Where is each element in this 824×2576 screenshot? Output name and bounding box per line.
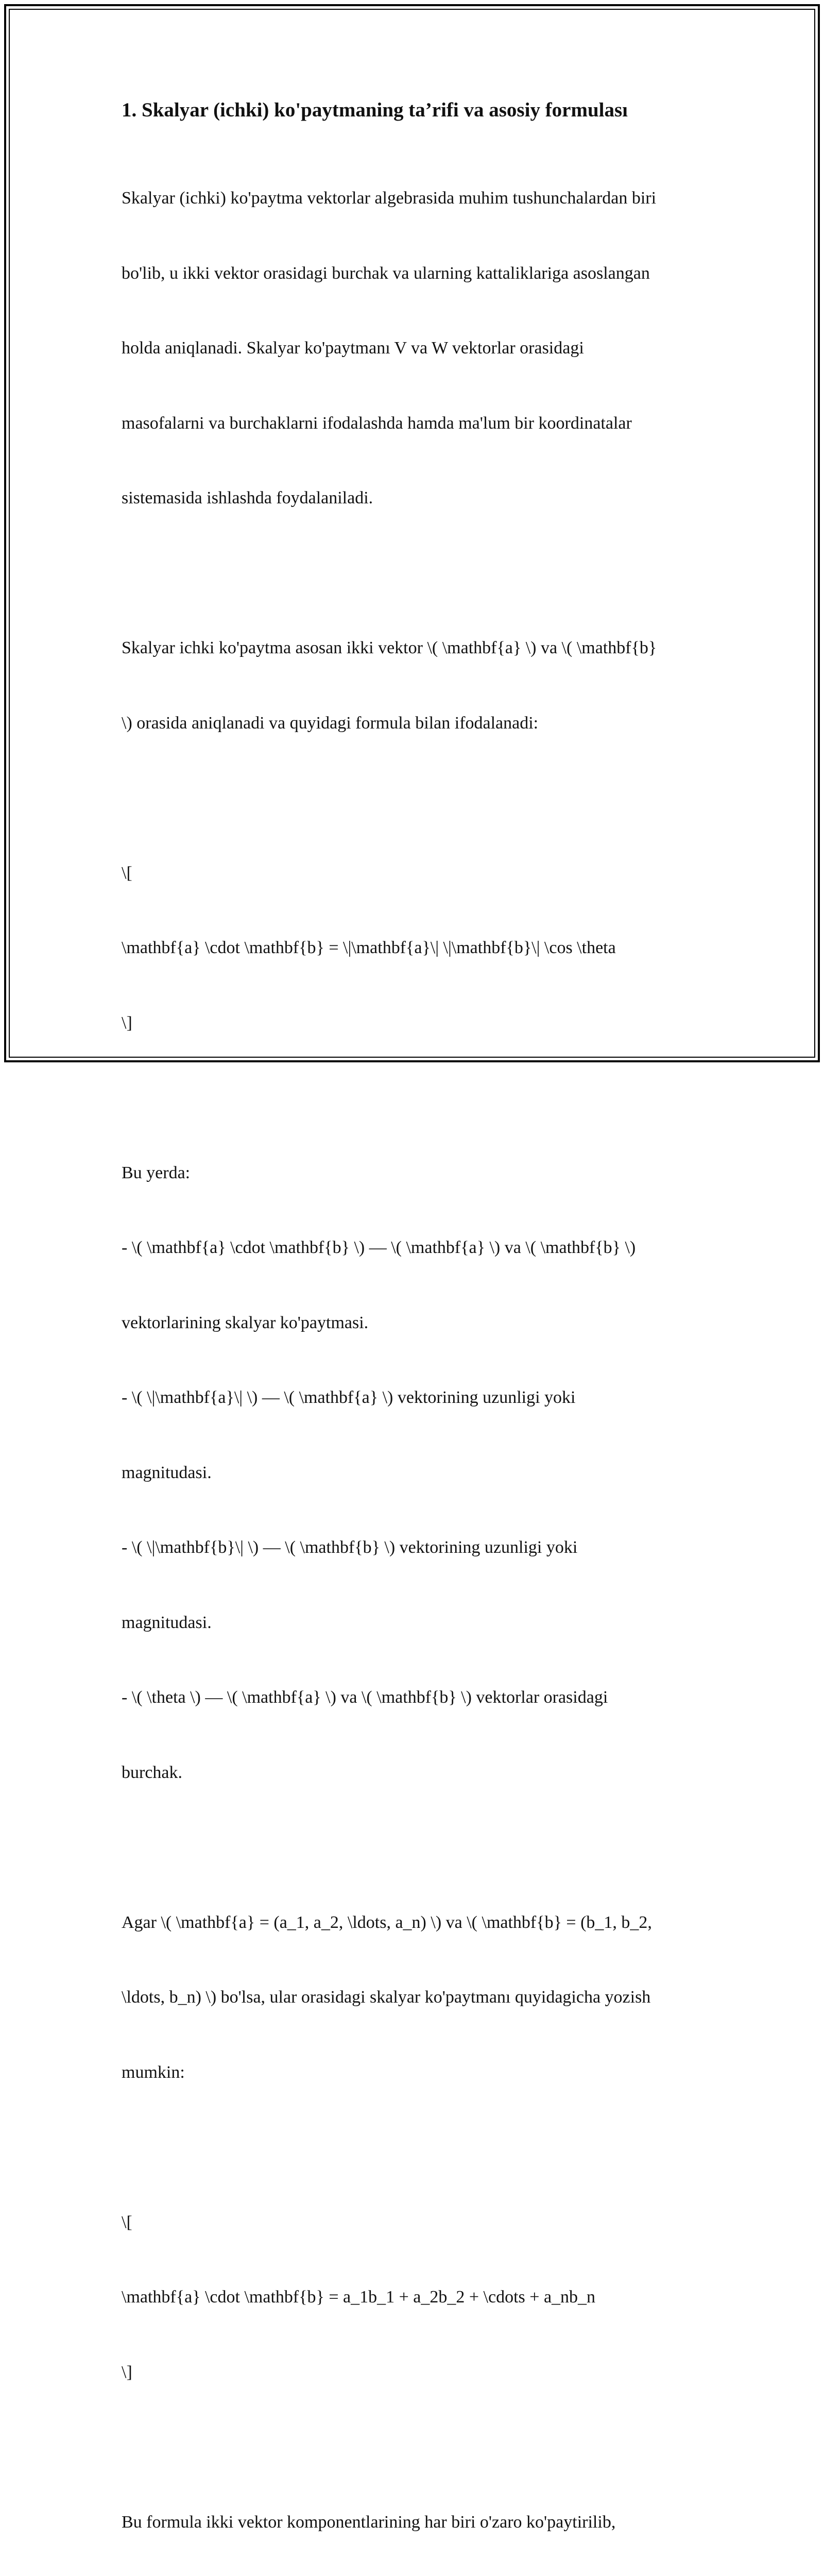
section-heading: 1. Skalyar (ichki) ko'paytmaning ta’rifi va asosiy formulası (122, 96, 703, 125)
text-line: Bu yerda: (122, 1161, 703, 1186)
formula-block-cosine (122, 811, 703, 1086)
text-line: \) orasida aniqlanadi va quyidagi formula bilan ifodalanadi: (122, 711, 703, 736)
paragraph-intro (122, 136, 703, 561)
formula-block-sum (122, 2160, 703, 2435)
formula-line: \[ (122, 861, 703, 886)
formula-line: \[ (122, 2210, 703, 2235)
list-item: - \( \mathbf{a} \cdot \mathbf{b} \) — \( \mathbf{a} \) va \( \mathbf{b} \) (122, 1235, 703, 1261)
paragraph-components (122, 1860, 703, 2136)
formula-line: \] (122, 2360, 703, 2385)
paragraph-definition (122, 586, 703, 786)
text-line: masofalarni va burchaklarni ifodalashda hamda ma'lum bir koordinatalar (122, 411, 703, 436)
formula-line: \] (122, 1011, 703, 1036)
paragraph-conclusion (122, 2460, 703, 2576)
text-line: Skalyar (ichki) ko'paytma vektorlar algebrasida muhim tushunchalardan biri (122, 186, 703, 211)
list-item: - \( \|\mathbf{b}\| \) — \( \mathbf{b} \) vektorining uzunligi yoki (122, 1535, 703, 1561)
list-item-continued: magnitudasi. (122, 1461, 703, 1486)
list-item: - \( \|\mathbf{a}\| \) — \( \mathbf{a} \) vektorining uzunligi yoki (122, 1385, 703, 1411)
formula-line: \mathbf{a} \cdot \mathbf{b} = a_1b_1 + a_2b_2 + \cdots + a_nb_n (122, 2285, 703, 2310)
list-item-continued: magnitudasi. (122, 1611, 703, 1636)
text-line: holda aniqlanadi. Skalyar ko'paytmanı V va W vektorlar orasidagi (122, 336, 703, 361)
paragraph-explanation-list (122, 1111, 703, 1836)
list-item-continued: burchak. (122, 1760, 703, 1786)
text-line: bo'lib, u ikki vektor orasidagi burchak va ularning kattaliklariga asoslangan (122, 261, 703, 286)
list-item-continued: vektorlarining skalyar ko'paytmasi. (122, 1311, 703, 1336)
text-line: \ldots, b_n) \) bo'lsa, ular orasidagi skalyar ko'paytmanı quyidagicha yozish (122, 1985, 703, 2010)
text-line: Agar \( \mathbf{a} = (a_1, a_2, \ldots, a_n) \) va \( \mathbf{b} = (b_1, b_2, (122, 1910, 703, 1936)
text-line: sistemasida ishlashda foydalaniladi. (122, 486, 703, 511)
text-line: Bu formula ikki vektor komponentlarining har biri o'zaro ko'paytirilib, (122, 2510, 703, 2535)
text-line: mumkin: (122, 2060, 703, 2086)
list-item: - \( \theta \) — \( \mathbf{a} \) va \( \mathbf{b} \) vektorlar orasidagi (122, 1685, 703, 1710)
text-line: Skalyar ichki ko'paytma asosan ikki vektor \( \mathbf{a} \) va \( \mathbf{b} (122, 636, 703, 661)
formula-line: \mathbf{a} \cdot \mathbf{b} = \|\mathbf{a}\| \|\mathbf{b}\| \cos \theta (122, 936, 703, 961)
document-body (122, 96, 703, 2576)
